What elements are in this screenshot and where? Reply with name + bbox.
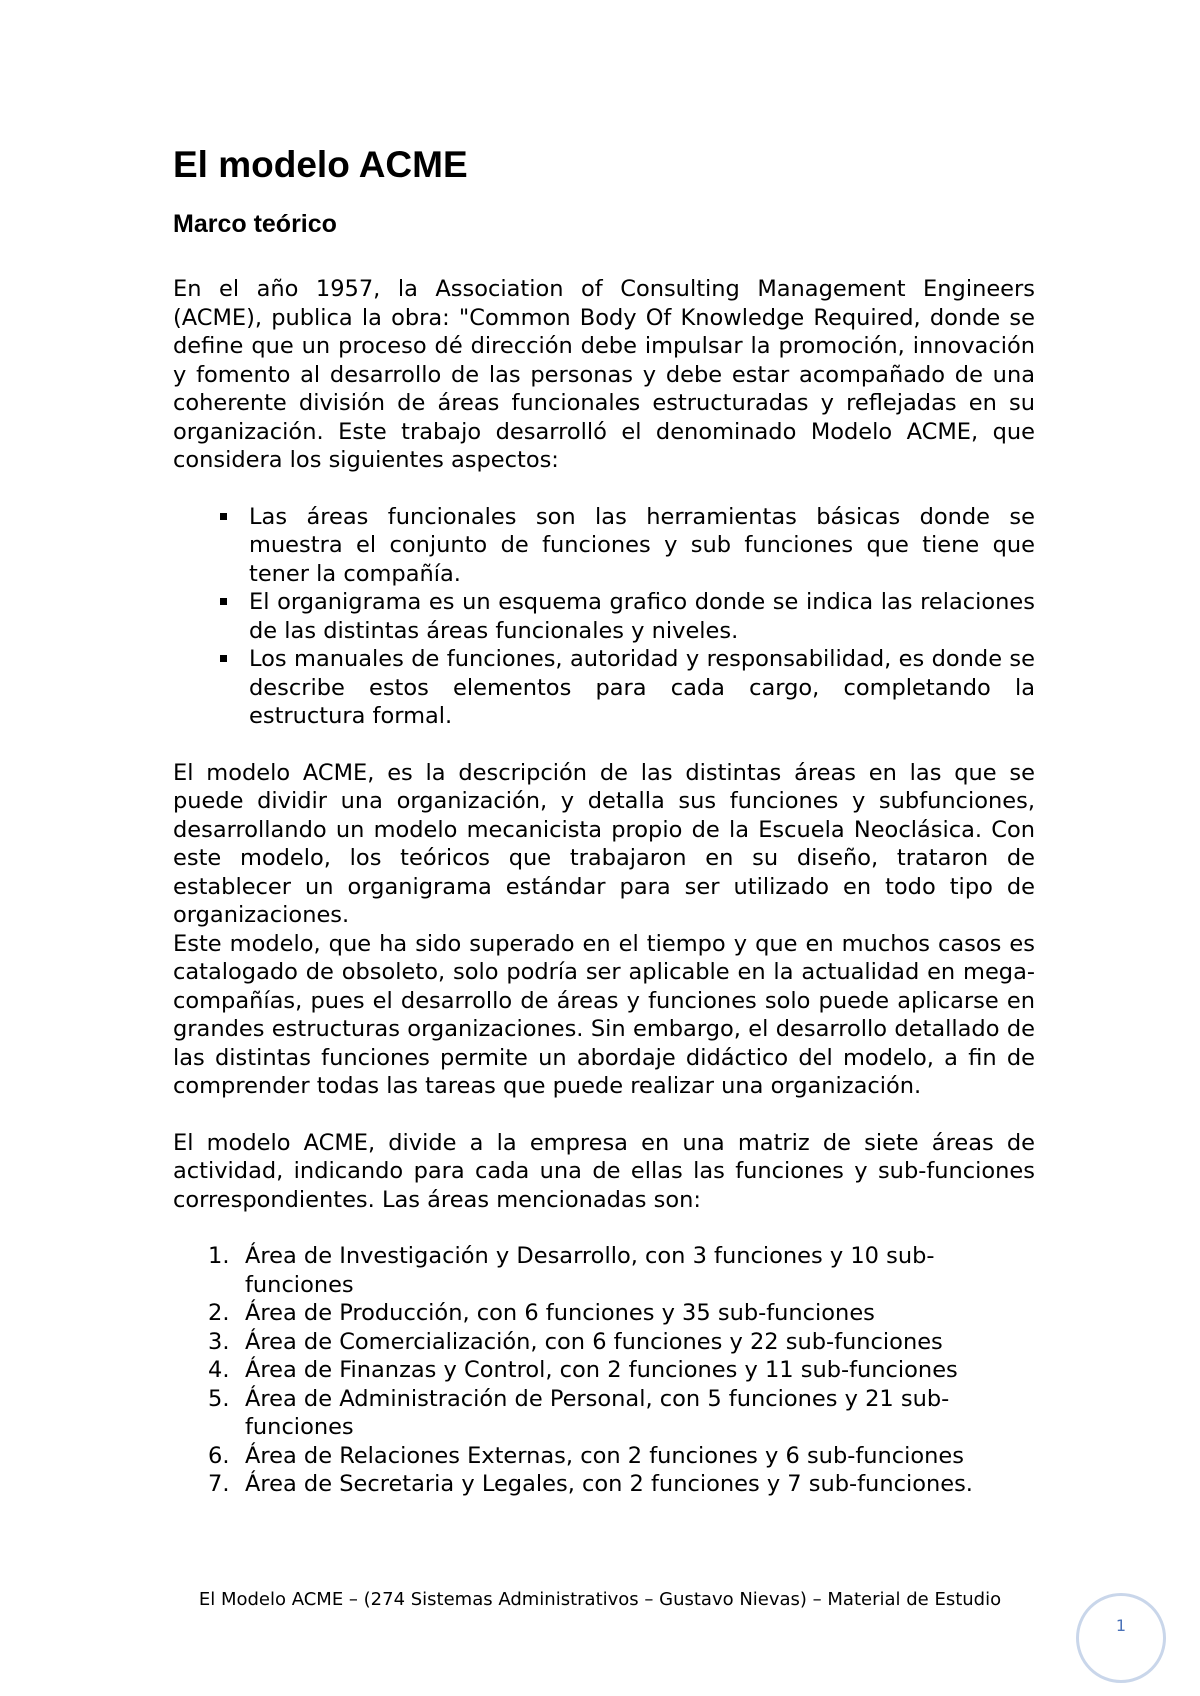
list-item-text: Área de Administración de Personal, con 5 funciones y 21 sub-funciones — [245, 1385, 950, 1440]
list-item-text: Área de Comercialización, con 6 funciones y 22 sub-funciones — [245, 1328, 943, 1355]
page-footer: El Modelo ACME – (274 Sistemas Administrativos – Gustavo Nievas) – Material de Estudio — [198, 1589, 1002, 1610]
list-item-text: Las áreas funcionales son las herramientas básicas donde se muestra el conjunto de funciones y sub funciones que tiene que tener la compañía. — [249, 503, 1035, 587]
list-item — [208, 1356, 1035, 1385]
paragraph-description: El modelo ACME, es la descripción de las distintas áreas en las que se puede dividir una organización, y detalla sus funciones y subfunciones, desarrollando un modelo mecanicista propio de la Escuela Neoclásica. Con este modelo, los teóricos que trabajaron en su diseño, trataron de establecer un organigrama estándar para ser utilizado en todo tipo de organizaciones. — [173, 759, 1035, 928]
list-item-text: Área de Producción, con 6 funciones y 35 sub-funciones — [245, 1300, 875, 1326]
list-item — [208, 1470, 1035, 1499]
list-item — [243, 645, 1035, 731]
areas-list — [173, 1242, 1035, 1499]
list-item — [208, 1328, 1035, 1357]
list-item — [208, 1442, 1035, 1471]
section-subtitle: Marco teórico — [173, 210, 337, 238]
list-item — [243, 503, 1035, 589]
list-number: 1. — [208, 1243, 230, 1269]
paragraph-obsolete: Este modelo, que ha sido superado en el tiempo y que en muchos casos es catalogado de obsoleto, solo podría ser aplicable en la actualidad en mega- compañías, pues el desarrollo de áreas y funciones solo puede aplicarse en grandes estructuras organizaciones. Sin embargo, el desarrollo detallado de las distintas funciones permite un abordaje didáctico del modelo, a fin de comprender todas las tareas que puede realizar una organización. — [173, 930, 1035, 1099]
list-item — [243, 588, 1035, 645]
list-number: 7. — [208, 1471, 230, 1497]
list-item-text: Área de Secretaria y Legales, con 2 funciones y 7 sub-funciones. — [245, 1471, 973, 1497]
list-item-text: Los manuales de funciones, autoridad y responsabilidad, es donde se describe estos elementos para cada cargo, completando la estructura formal. — [249, 646, 1035, 729]
bullet-icon — [220, 598, 227, 605]
list-number: 3. — [208, 1328, 230, 1355]
intro-paragraph: En el año 1957, la Association of Consulting Management Engineers (ACME), publica la obra: "Common Body Of Knowledge Required, donde se define que un proceso dé dirección debe impulsar la promoción, innovación y fomento al desarrollo de las personas y debe estar acompañado de una coherente división de áreas funcionales estructuradas y reflejadas en su organización. Este trabajo desarrolló el denominado Modelo ACME, que considera los siguientes aspectos: — [173, 276, 1035, 473]
list-number: 5. — [208, 1385, 230, 1412]
list-item — [208, 1385, 1035, 1442]
document-body — [173, 140, 1035, 1499]
list-item-text: Área de Finanzas y Control, con 2 funciones y 11 sub-funciones — [245, 1357, 958, 1383]
bullet-icon — [220, 513, 227, 520]
list-item-text: Área de Investigación y Desarrollo, con 3 funciones y 10 sub-funciones — [245, 1243, 935, 1298]
document-title: El modelo ACME — [173, 144, 468, 185]
list-number: 4. — [208, 1357, 230, 1383]
bullet-icon — [220, 655, 227, 662]
list-item-text: Área de Relaciones Externas, con 2 funciones y 6 sub-funciones — [245, 1442, 965, 1469]
page-number-badge: 1 — [1076, 1593, 1166, 1683]
list-number: 2. — [208, 1300, 230, 1326]
list-item — [208, 1242, 1035, 1299]
aspects-list — [173, 503, 1035, 731]
list-item — [208, 1299, 1035, 1328]
paragraph-areas-intro: El modelo ACME, divide a la empresa en una matriz de siete áreas de actividad, indicando para cada una de ellas las funciones y sub-funciones correspondientes. Las áreas mencionadas son: — [173, 1129, 1035, 1213]
list-item-text: El organigrama es un esquema grafico donde se indica las relaciones de las distintas áreas funcionales y niveles. — [249, 589, 1035, 644]
list-number: 6. — [208, 1442, 230, 1469]
